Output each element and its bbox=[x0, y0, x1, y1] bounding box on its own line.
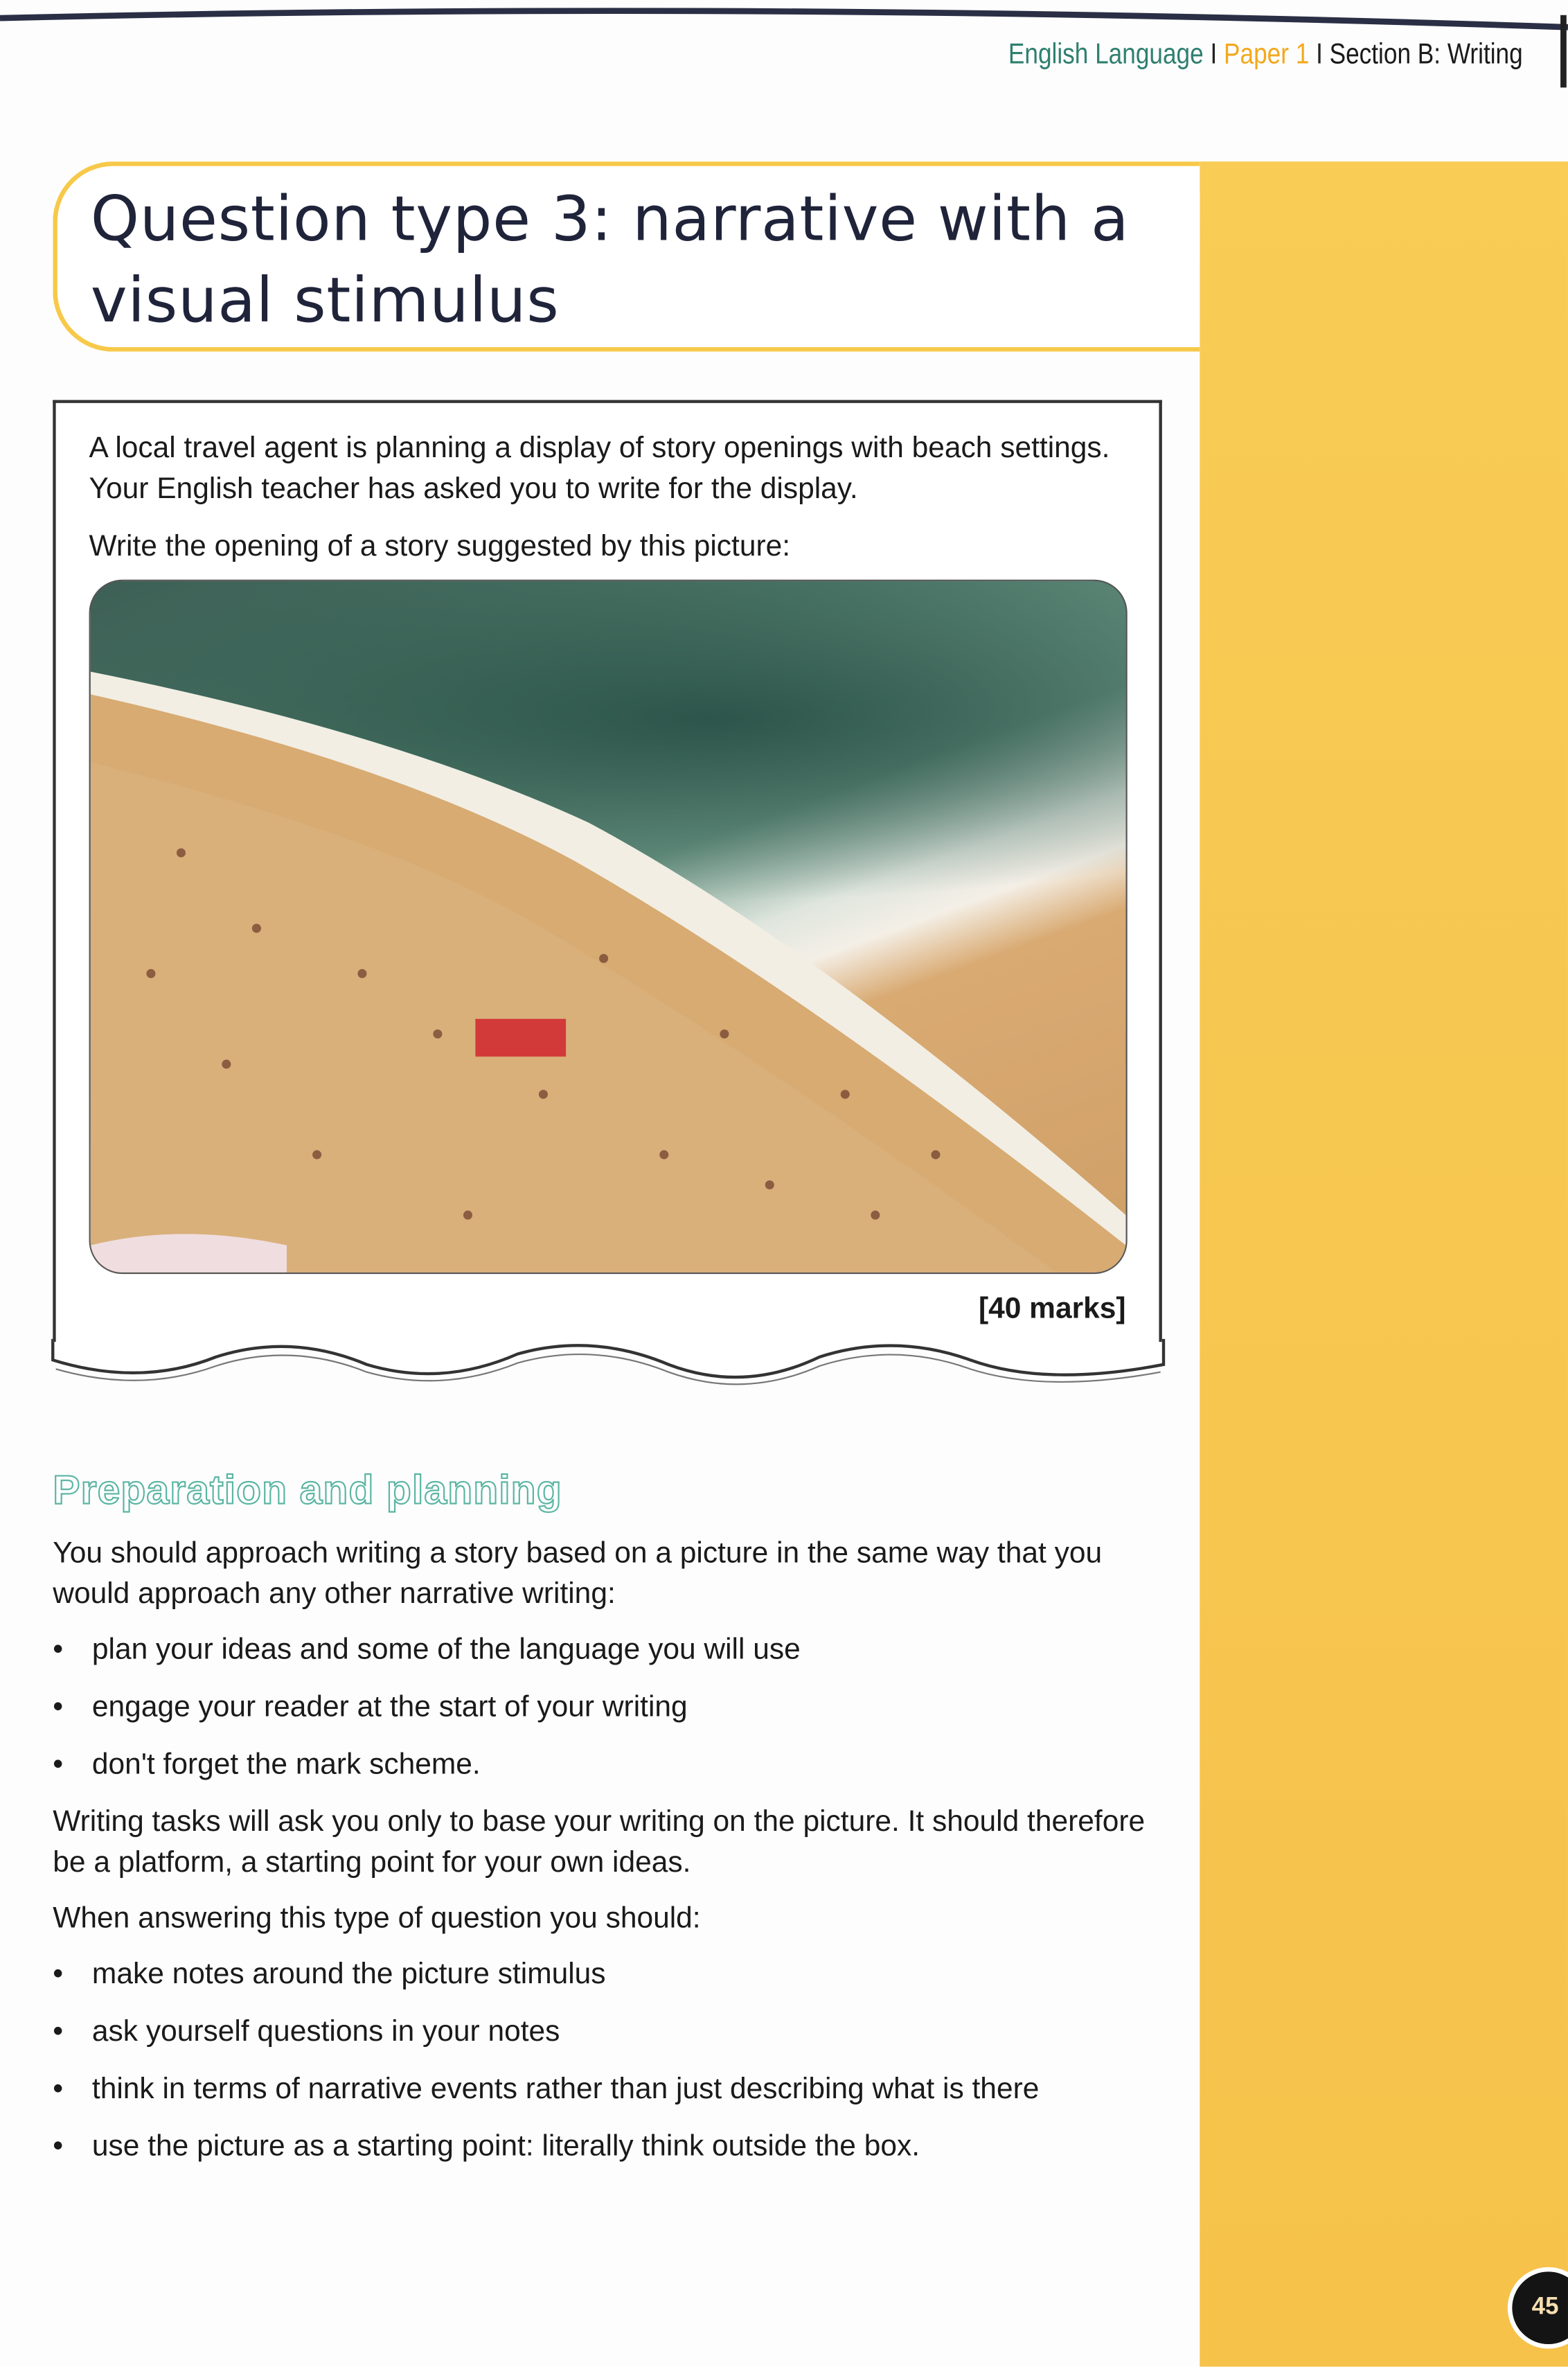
list-item-text: think in terms of narrative events rather than just describing what is there bbox=[91, 2072, 1040, 2106]
paragraph: When answering this type of question you should: bbox=[53, 1901, 701, 1935]
question-task: Write the opening of a story suggested by this picture: bbox=[89, 529, 791, 563]
bullet-icon: • bbox=[53, 2014, 64, 2048]
title-box bbox=[53, 161, 1200, 352]
bullet-list bbox=[53, 1955, 1169, 2167]
beach-scene bbox=[91, 581, 1126, 1273]
list-item-text: ask yourself questions in your notes bbox=[91, 2014, 560, 2048]
body-text bbox=[53, 1534, 1169, 2184]
header-paper: Paper 1 bbox=[1223, 39, 1310, 71]
beach-photo bbox=[89, 580, 1128, 1274]
question-intro: A local travel agent is planning a display of story openings with beach settings. Your English teacher has asked you to write for the display. bbox=[89, 432, 1110, 506]
list-item bbox=[53, 1630, 1169, 1671]
bullet-icon: • bbox=[53, 1958, 64, 1992]
list-item bbox=[53, 1955, 1169, 1996]
bullet-icon: • bbox=[53, 1690, 64, 1724]
list-item-text: plan your ideas and some of the language you will use bbox=[91, 1633, 801, 1667]
bullet-icon: • bbox=[53, 1748, 64, 1782]
header-subject: English Language bbox=[1008, 39, 1204, 71]
bullet-list bbox=[53, 1630, 1169, 1785]
bullet-icon: • bbox=[53, 1633, 64, 1667]
header-separator: I bbox=[1210, 39, 1218, 71]
list-item bbox=[53, 2012, 1169, 2053]
bullet-icon: • bbox=[53, 2072, 64, 2106]
bullet-icon: • bbox=[53, 2129, 64, 2163]
header-separator: I bbox=[1316, 39, 1323, 71]
yellow-side-panel bbox=[1200, 161, 1568, 2367]
list-item-text: use the picture as a starting point: literally think outside the box. bbox=[91, 2129, 920, 2163]
wavy-bottom-border bbox=[50, 1339, 1166, 1399]
marks-label: [40 marks] bbox=[978, 1292, 1126, 1326]
paragraph: Writing tasks will ask you only to base your writing on the picture. It should therefore be a platform, a starting point for your own ideas. bbox=[53, 1805, 1146, 1879]
header-section: Section B: Writing bbox=[1329, 39, 1523, 71]
list-item bbox=[53, 2069, 1169, 2110]
list-item bbox=[53, 1687, 1169, 1728]
list-item-text: don't forget the mark scheme. bbox=[91, 1748, 481, 1782]
list-item bbox=[53, 2127, 1169, 2167]
section-heading: Preparation and planning bbox=[53, 1466, 562, 1513]
list-item bbox=[53, 1745, 1169, 1786]
running-header bbox=[1008, 39, 1523, 73]
list-item-text: make notes around the picture stimulus bbox=[91, 1958, 606, 1992]
question-box bbox=[53, 400, 1162, 1342]
page-title: Question type 3: narrative with a visual stimulus bbox=[90, 182, 1130, 337]
list-item-text: engage your reader at the start of your writing bbox=[91, 1690, 688, 1724]
right-edge-mark bbox=[1560, 15, 1567, 88]
top-border-line bbox=[0, 0, 1568, 45]
paragraph: You should approach writing a story based on a picture in the same way that you would approach any other narrative writing: bbox=[53, 1536, 1103, 1611]
page-number: 45 bbox=[1508, 2267, 1568, 2349]
